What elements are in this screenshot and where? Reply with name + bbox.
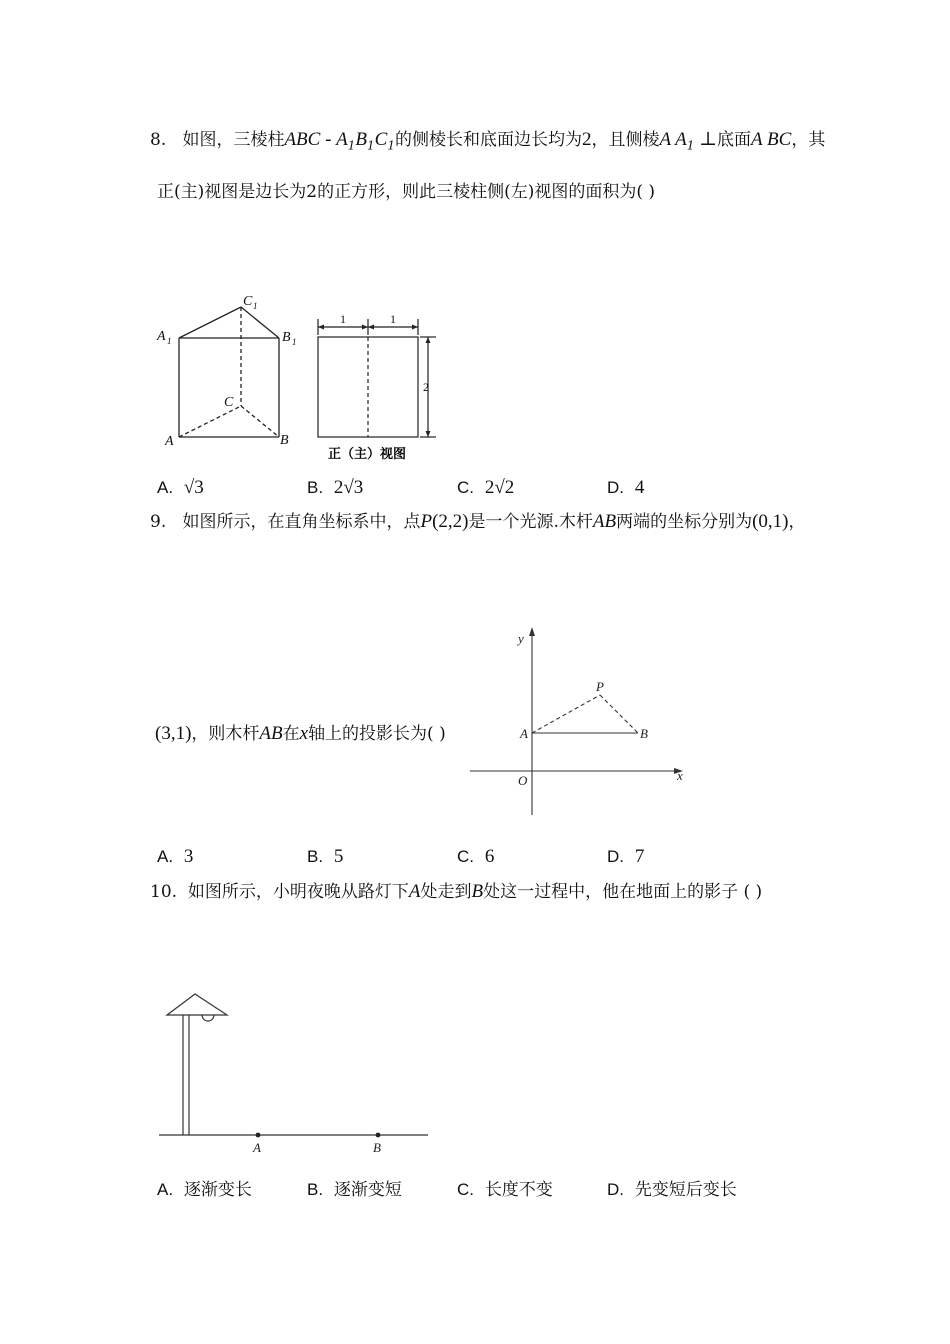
q9-text-7: 轴上的投影长为( ) [308,724,446,744]
edge-c1b1 [241,307,279,338]
q8-option-b-value: 2√3 [333,477,364,498]
q8-line1 [150,128,825,157]
q9-number: 9. [150,512,167,532]
label-a1-sub: 1 [167,336,172,346]
q9-text-3: 两端的坐标分别为 [616,512,753,532]
q9-line1 [150,510,806,534]
q9-text-5: ，则木杆 [191,724,260,744]
q10-math-a: A [408,881,421,902]
ray-pa [532,695,600,733]
q8-line2 [157,180,655,204]
label-b: B [640,726,648,741]
lamp-bulb-icon [202,1015,214,1021]
q10-option-c-value: 长度不变 [484,1180,553,1200]
front-view-caption: 正（主）视图 [328,447,407,462]
q10-option-a-value: 逐渐变长 [183,1180,252,1200]
q10-line1 [150,880,762,904]
q9-option-c-label: C. [457,847,474,866]
dim-label-height: 2 [423,380,429,394]
q9-text-2: 是一个光源.木杆 [468,512,593,532]
arrow-l1 [318,325,324,330]
q8-option-c-value: 2√2 [484,477,515,498]
label-a: A [253,1140,261,1155]
q9-option-a-label: A. [157,847,174,866]
label-x: x [677,768,683,783]
edge-ac-hidden [179,406,241,437]
q9-option-b[interactable] [307,845,343,869]
q9-math-p: P [420,511,433,532]
q8-text-4: 底面 [717,130,752,150]
q8-perp: ⊥ [694,129,718,150]
y-axis-arrow-icon [529,627,535,636]
q9-text-6: 在 [282,724,300,744]
q8-text-5: ，其 [791,130,826,150]
q8-a1: A [336,129,348,150]
label-b: B [280,433,289,448]
q10-math-b: B [471,881,484,902]
label-b: B [373,1140,381,1155]
q9-option-d-label: D. [607,847,624,866]
q9-option-b-value: 5 [333,846,344,867]
q10-text-1: 如图所示，小明夜晚从路灯下 [187,882,409,902]
q8-math-abc: ABC [284,129,321,150]
point-b [376,1133,381,1138]
q8-line2-text: 正(主)视图是边长为2的正方形，则此三棱柱侧(左)视图的面积为( ) [157,182,656,202]
q8-option-a-value: √3 [183,477,204,498]
q8-number: 8. [150,130,167,150]
q8-option-b-label: B. [307,478,324,497]
q8-b1-sub: 1 [367,138,375,153]
label-a1: A [157,329,166,344]
arrow-l2 [362,325,368,330]
q9-math-x: x [299,723,309,744]
q9-option-c-value: 6 [484,846,495,867]
q9-option-d-value: 7 [634,846,645,867]
arrow-r1 [368,325,374,330]
q10-option-b-label: B. [307,1180,324,1199]
q8-text-3: ，且侧棱 [591,130,660,150]
q10-text-3: 处这一过程中，他在地面上的影子 ( ) [483,882,763,902]
label-a: A [165,434,174,449]
q10-text-2: 处走到 [420,882,472,902]
q9-coordinate-figure [468,625,698,825]
q9-math-p-coords: (2,2) [432,511,469,532]
edge-a1c1 [179,307,241,338]
label-p: P [596,679,604,694]
q10-option-d[interactable] [607,1178,737,1202]
q8-text-2: 的侧棱长和底面边长均为 [395,130,582,150]
q9-math-a-coords: (0,1) [752,511,789,532]
q9-line2 [155,722,446,746]
q8-sep: - [320,129,337,150]
q8-front-view-figure [310,305,450,465]
label-c1: C [243,294,253,309]
q10-option-b[interactable] [307,1178,402,1202]
q10-option-a-label: A. [157,1180,174,1199]
ray-pb [600,695,638,733]
q9-option-b-label: B. [307,847,324,866]
q10-option-b-value: 逐渐变短 [333,1180,402,1200]
q9-option-c[interactable] [457,845,494,869]
dim-label-left: 1 [340,312,346,326]
arrow-up [426,337,431,343]
q8-prism-figure [155,290,295,450]
q8-option-c-label: C. [457,478,474,497]
q8-math-2: 2 [582,129,592,150]
q8-option-d[interactable] [607,476,644,500]
label-c1-sub: 1 [253,301,258,311]
lamp-shade [167,994,227,1015]
q9-math-ab: AB [592,511,617,532]
q8-c1: C [374,129,388,150]
q10-option-d-label: D. [607,1180,624,1199]
q8-a1-sub: 1 [347,138,356,153]
q8-option-a[interactable] [157,476,204,500]
q8-option-a-label: A. [157,478,174,497]
point-a [256,1133,261,1138]
arrow-r2 [412,325,418,330]
q10-number: 10. [150,882,178,902]
q8-b1: B [355,129,368,150]
q10-option-d-value: 先变短后变长 [634,1180,737,1200]
q9-option-a[interactable] [157,845,193,869]
q8-math-abc2: A BC [751,129,792,150]
q9-math-b-coords: (3,1) [155,723,192,744]
edge-cb-hidden [241,406,279,437]
q8-aa1-sub: 1 [686,138,695,153]
q10-option-c[interactable] [457,1178,553,1202]
q8-math-aa1: A A [659,129,687,150]
q8-option-c[interactable] [457,476,514,500]
label-b1-sub: 1 [292,337,297,347]
q8-c1-sub: 1 [387,138,395,153]
q10-streetlamp-figure [155,990,445,1160]
label-y: y [518,631,524,646]
q9-option-a-value: 3 [183,846,194,867]
q10-option-c-label: C. [457,1180,474,1199]
q9-math-ab-2: AB [259,723,283,744]
q8-option-b[interactable] [307,476,363,500]
q8-text-1: 如图，三棱柱 [182,130,285,150]
q8-option-d-label: D. [607,478,624,497]
dim-label-right: 1 [390,312,396,326]
label-b1: B [282,330,291,345]
label-a: A [520,726,528,741]
arrow-down [426,431,431,437]
q9-text-4: ， [788,512,806,532]
q9-option-d[interactable] [607,845,644,869]
q8-option-d-value: 4 [634,477,645,498]
q9-text-1: 如图所示，在直角坐标系中，点 [182,512,421,532]
label-o: O [518,773,528,788]
label-c: C [224,395,234,410]
q10-option-a[interactable] [157,1178,252,1202]
